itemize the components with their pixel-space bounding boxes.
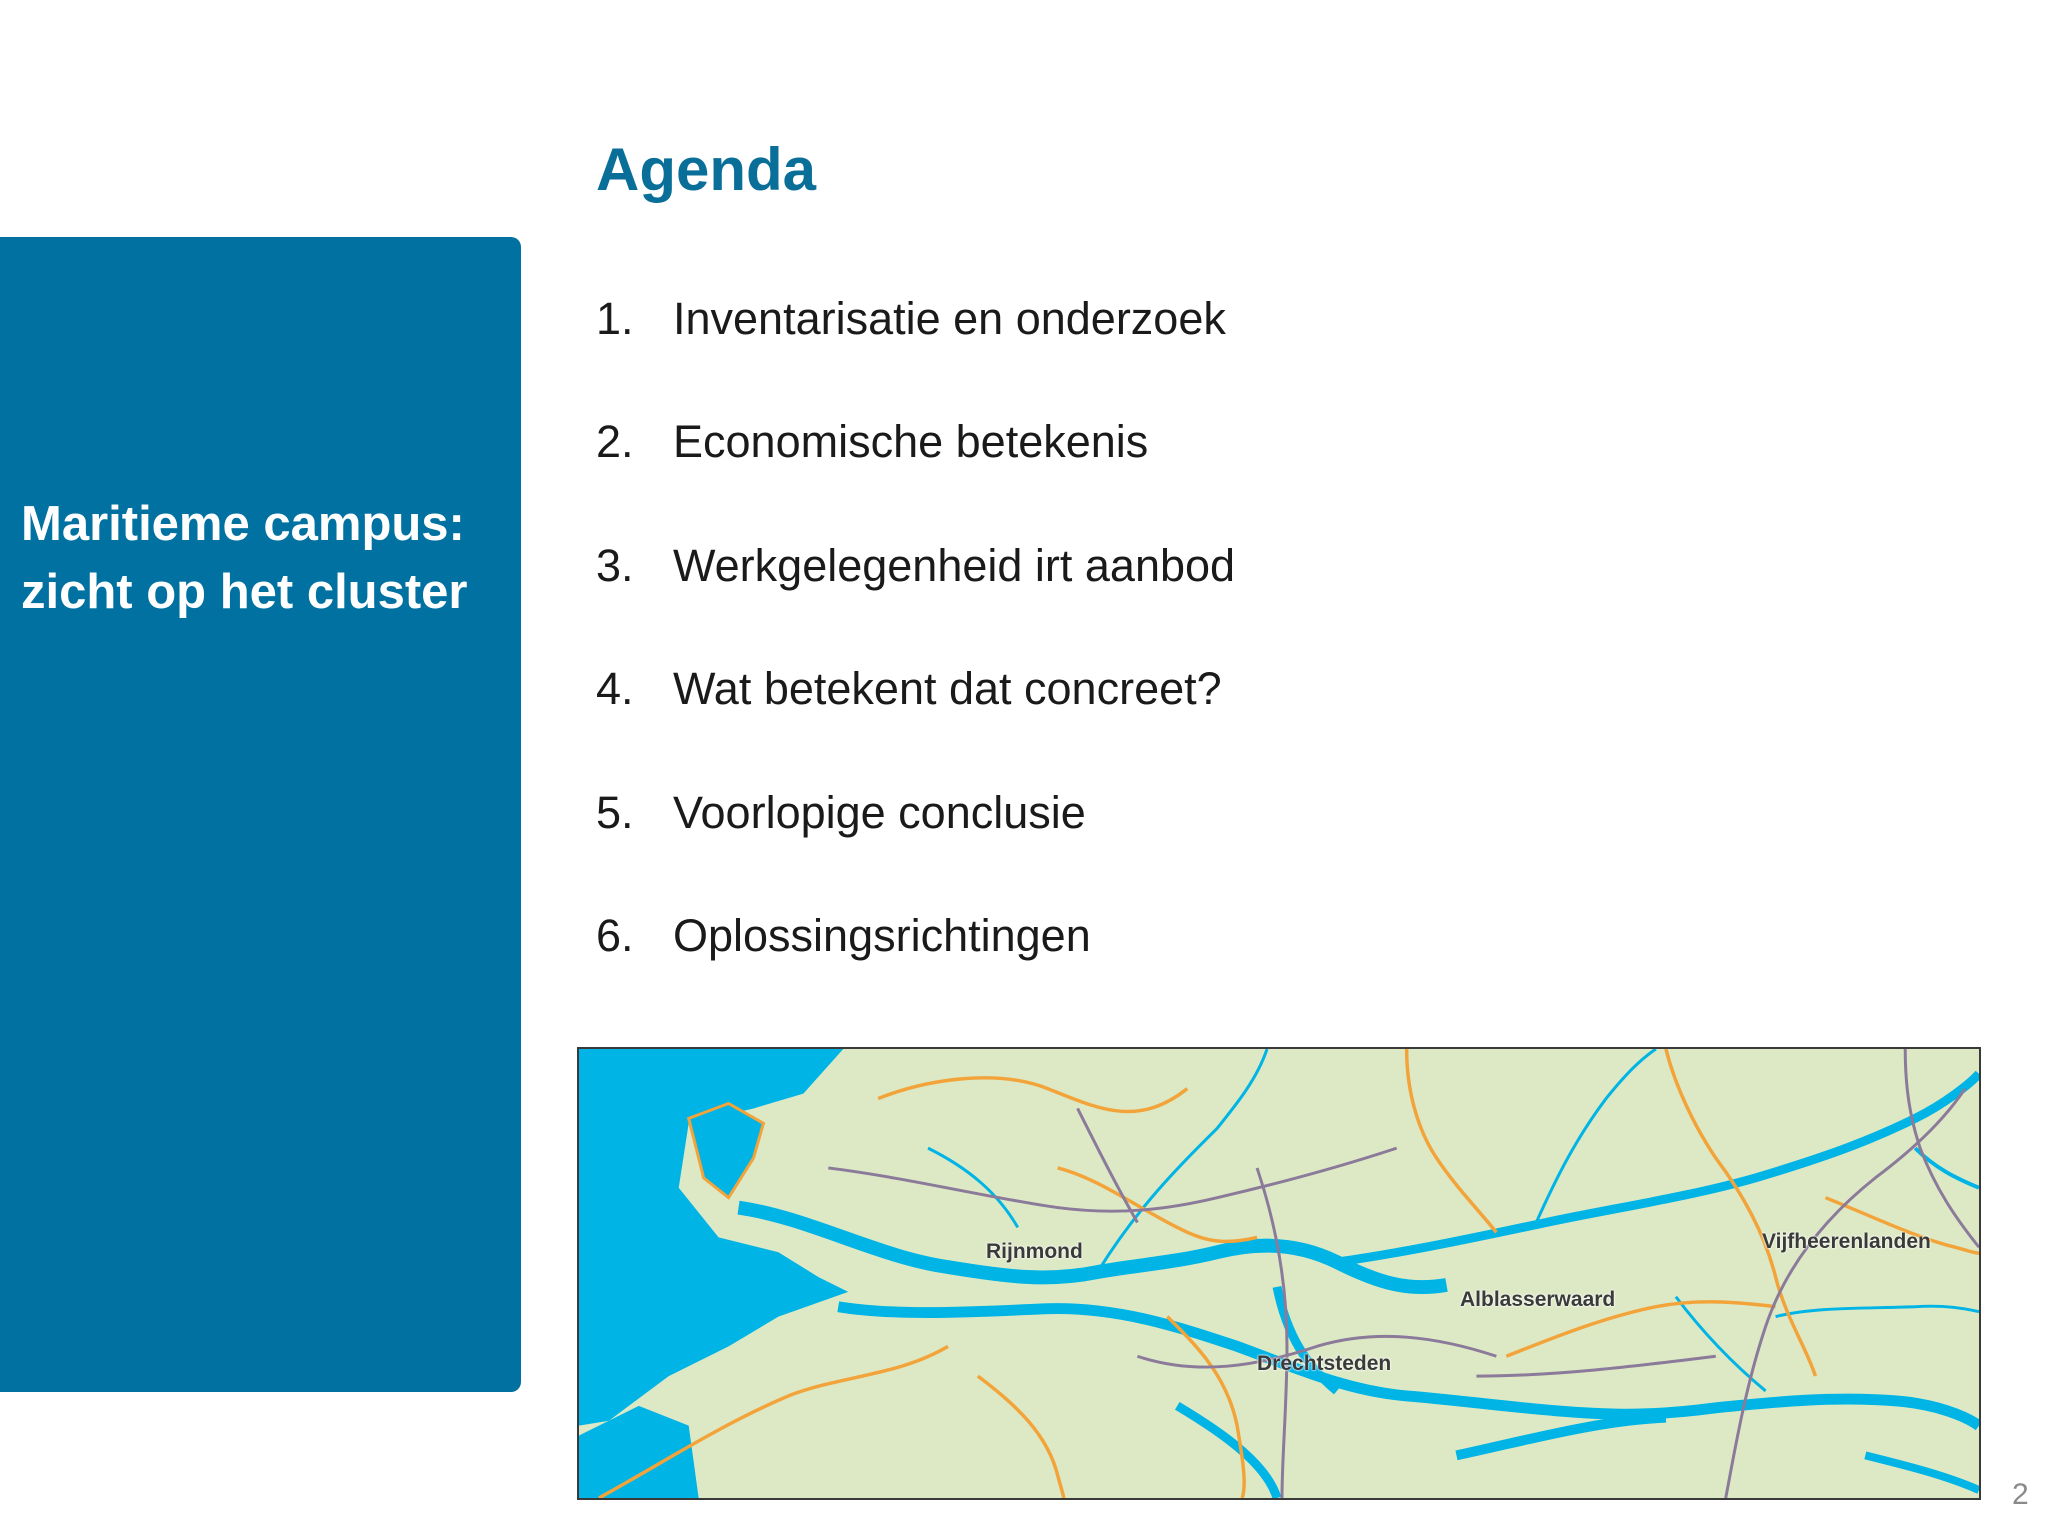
- agenda-list: [596, 284, 1235, 1024]
- agenda-item-label: Inventarisatie en onderzoek: [673, 293, 1226, 344]
- agenda-item: [596, 284, 1235, 407]
- page-number: 2: [2012, 1478, 2029, 1511]
- agenda-item: [596, 407, 1235, 530]
- agenda-item-number: 1.: [596, 293, 634, 344]
- agenda-item-label: Economische betekenis: [673, 416, 1149, 468]
- map-label-vijfheerenlanden: Vijfheerenlanden: [1762, 1230, 1931, 1253]
- agenda-item-number: 3.: [596, 539, 634, 591]
- side-panel-title-line-2: zicht op het cluster: [21, 565, 468, 619]
- agenda-item-label: Werkgelegenheid irt aanbod: [673, 539, 1236, 591]
- map-label-drechtsteden: Drechtsteden: [1257, 1352, 1392, 1375]
- agenda-item: [596, 531, 1235, 654]
- side-panel-title-line-1: Maritieme campus:: [21, 497, 465, 551]
- agenda-item: [596, 901, 1235, 1024]
- region-map: [577, 1047, 1981, 1500]
- agenda-item: [596, 654, 1235, 777]
- agenda-item-number: 2.: [596, 416, 634, 468]
- map-label-rijnmond: Rijnmond: [986, 1240, 1083, 1263]
- side-panel: [0, 237, 521, 1392]
- agenda-item-label: Voorlopige conclusie: [673, 786, 1086, 838]
- side-panel-title: [21, 490, 521, 626]
- agenda-item-label: Oplossingsrichtingen: [673, 909, 1091, 961]
- agenda-item-number: 5.: [596, 786, 634, 838]
- agenda-item-number: 6.: [596, 909, 634, 961]
- region-map-graphic: [579, 1049, 1979, 1498]
- agenda-item: [596, 778, 1235, 901]
- agenda-title: Agenda: [596, 136, 817, 203]
- agenda-item-number: 4.: [596, 663, 634, 715]
- map-label-alblasserwaard: Alblasserwaard: [1460, 1288, 1616, 1311]
- agenda-item-label: Wat betekent dat concreet?: [673, 663, 1222, 715]
